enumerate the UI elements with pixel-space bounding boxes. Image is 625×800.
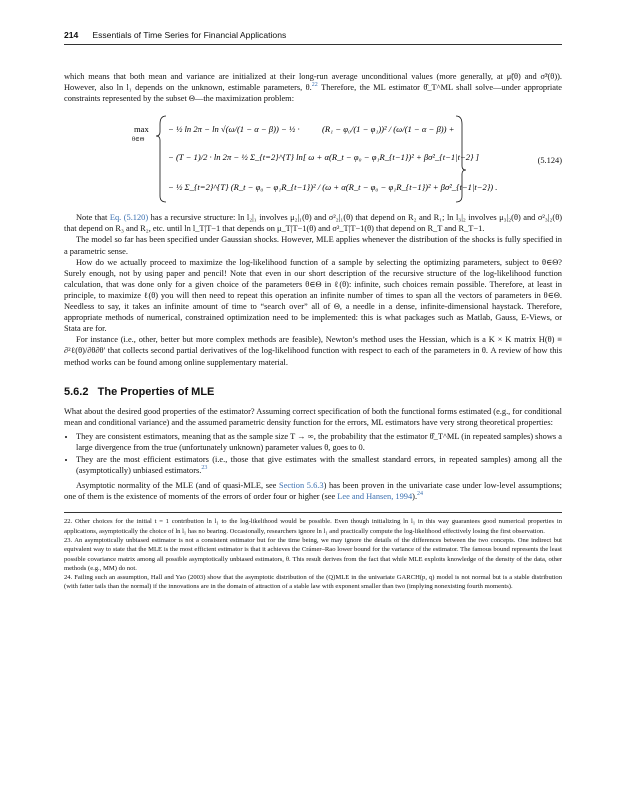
- para-asymptotic-normality: [64, 480, 562, 502]
- para-properties: What about the desired good properties of the estimator? Assuming correct specification of both the functional forms estimated (e.g., for conditional mean and conditional variance) and the assumed parametric density function for the errors, ML estimators have very strong theoretical properties:: [64, 406, 562, 427]
- footnote-23: 23. An asymptotically unbiased estimator is not a consistent estimator but for the time being, we may ignore the details of the differences between the two concepts. One indirect but equivalent way to state that the MLE is the most efficient estimator is that it achieves the Crámer–Rao lower bound for the variance of the estimator. The famous bound represents the least possible covariance matrix among all possible asymptotically unbiased estimators, θ. This result derives from the fact that while MLE exploits knowledge of the density of the data, other methods (e.g., MM) do not.: [64, 536, 562, 572]
- section-5-6-3-link[interactable]: Section 5.6.3: [279, 481, 324, 491]
- intro-text: which means that both mean and variance are initialized at their long-run average unconditional values (more generally, at μ̃(θ) and σ̃²(θ)). However, also ln l₁ depends on the unknown, estimable parameters, θ.: [64, 72, 562, 93]
- list-item-efficient: [76, 454, 562, 476]
- equation-5-124: [64, 110, 562, 206]
- intro-paragraph: [64, 71, 562, 104]
- footnote-ref-23[interactable]: 23: [201, 465, 208, 472]
- para-recursive-structure: [64, 212, 562, 234]
- bullet-1-text: They are consistent estimators, meaning that as the sample size T → ∞, the probability that the estimator θ̂_T^ML (in repeated samples) shows a large divergence from the true (unfortunately unknown) parameter values θ, goes to 0.: [76, 431, 562, 452]
- left-brace: [156, 116, 166, 202]
- section-heading: [64, 386, 562, 398]
- footnotes: [64, 512, 562, 591]
- footnote-ref-22[interactable]: 22: [311, 82, 318, 89]
- section-number: 5.6.2: [64, 385, 89, 398]
- running-header: [64, 30, 562, 45]
- eq-line-1a: − ½ ln 2π − ln √(ω/(1 − α − β)) − ½ ·: [168, 124, 300, 135]
- eq-line-3: − ½ Σ_{t=2}^{T} (R_t − φ₀ − φ₁R_{t−1})² / (ω + α(R_t − φ₀ − φ₁R_{t−1})² + βσ²_{t−1|t−2}) .: [168, 182, 498, 193]
- section-title: The Properties of MLE: [97, 385, 215, 398]
- eq-5-120-link[interactable]: Eq. (5.120): [109, 213, 149, 223]
- para6-text-b: ) has been proven in the univariate case under low-level assumptions; one of them is the existence of moments of the errors of order four or higher (see: [64, 481, 563, 502]
- footnote-22: 22. Other choices for the initial t = 1 contribution ln l₁ to the log-likelihood would be possible. Even though initializing ln l₁ in this way guarantees good numerical properties in applications, asymptotically the choice of ln l₁ has no bearing. Occasionally, researchers ignore ln l₁ and practically compute the log-likelihood effectively losing the first observation.: [64, 518, 562, 535]
- book-title: Essentials of Time Series for Financial Applications: [92, 30, 287, 40]
- properties-list: [64, 431, 562, 476]
- eq-line-2: − (T − 1)/2 · ln 2π − ½ Σ_{t=2}^{T} ln[ ω + α(R_t − φ₀ − φ₁R_{t−1})² + βσ²_{t−1|t−2} ]: [168, 152, 479, 163]
- footnote-ref-24[interactable]: 24: [417, 491, 424, 498]
- eq-max: max: [134, 124, 149, 135]
- footnote-24: 24. Failing such an assumption, Hall and Yao (2003) show that the asymptotic distribution of the (Q)MLE in the univariate GARCH(p, q) model is not normal but is a stable distribution (with fatter tails than the normal) if the innovations are in the domain of attraction of a stable law with exponent smaller than two (implying nonexisting fourth moments).: [64, 574, 562, 591]
- eq-max-sub: θ∈Θ: [132, 136, 145, 144]
- intro-tail: Therefore, the ML estimator θ̂_T^ML shall solve—under appropriate constraints represented by the subset Θ—the maximization problem:: [64, 83, 562, 104]
- para1-text-b: has a recursive structure: ln l₂|₁ involves μ₂|₁(θ) and σ²₂|₁(θ) that depend on R₂ and R₁; ln l₃|₂ involves μ₃|₂(θ) and σ²₃|₂(θ) that depend on R₃ and R₂, etc. until ln l_T|T−1 that depends on μ_T|T−1(θ) and σ²_T|T−1(θ) that depend on R_T and R_T−1.: [64, 213, 562, 234]
- para-gaussian-shocks: The model so far has been specified under Gaussian shocks. However, MLE applies whenever the distribution of the shocks is fully specified in a parametric sense.: [64, 235, 562, 256]
- eq-line-1b: (R₁ − φ₀/(1 − φ₁))² / (ω/(1 − α − β)) +: [322, 124, 455, 135]
- list-item-consistent: [76, 431, 562, 453]
- lee-hansen-link[interactable]: Lee and Hansen, 1994: [337, 492, 413, 502]
- page: [64, 30, 562, 592]
- equation-graphic: [64, 110, 562, 206]
- page-number: 214: [64, 30, 79, 40]
- para6-text-a: Asymptotic normality of the MLE (and of quasi-MLE, see: [76, 481, 280, 491]
- para-newton-method: For instance (i.e., other, better but more complex methods are feasible), Newton’s method uses the Hessian, which is a K × K matrix H(θ) ≡ ∂²ℓ(θ)/∂θ∂θ′ that collects second partial derivatives of the log-likelihood function with respect to each of the parameters in θ. A review of how this method works can be found among online supplementary material.: [64, 335, 562, 367]
- para-maximize: How do we actually proceed to maximize the log-likelihood function of a sample by selecting the optimizing parameters, subject to θ∈Θ? Surely enough, not by using paper and pencil! Note that even in our short description of the recursive structure of the log-likelihood function calculation, that was done only for a given choice of the parameters θ∈Θ in ℓ(θ): infinite, such choices remain possible. Therefore, at least in principle, to maximize ℓ(θ) you will then need to repeat this operation an infinite number of times to span all the vectors of parameters in θ∈Θ. Needless to say, it takes an infinite amount of time to “search over” all of Θ, a needle in a dense, infinite-dimensional haystack. Therefore, appropriate methods of numerical, constrained optimization need to be implemented: this is what packages such as Matlab, Gauss, E-Views, or Stata are for.: [64, 257, 562, 334]
- para6-text-c: ).: [412, 492, 418, 502]
- para1-text-a: Note that: [76, 213, 110, 223]
- equation-number: (5.124): [537, 156, 562, 166]
- bullet-2-text: They are the most efficient estimators (i.e., those that give estimates with the smallest standard errors, in repeated samples) among all the (asymptotically) unbiased estimators.: [76, 454, 562, 476]
